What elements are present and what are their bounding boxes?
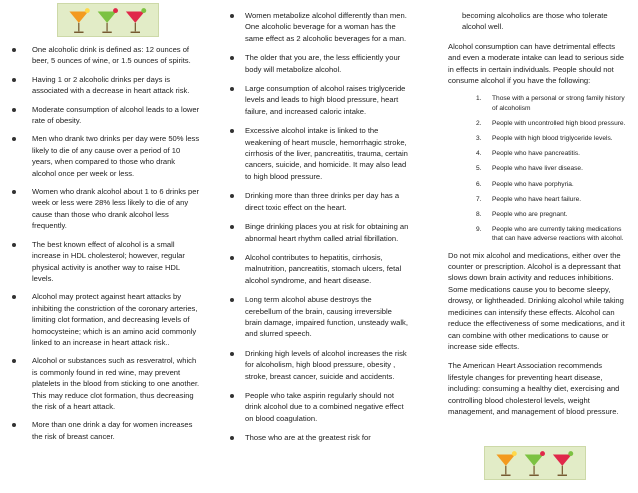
column-middle (229, 0, 409, 452)
list-item (448, 119, 626, 128)
list-item: Drinking high levels of alcohol increases the risk for alcoholism, high blood pressure, obesity , stroke, breast cancer, suicide and accidents. (229, 348, 409, 382)
list-number: 1. (476, 95, 482, 103)
list-item: One alcoholic drink is defined as: 12 ounces of beer, 5 ounces of wine, or 1.5 ounces of spirits. (10, 44, 200, 67)
list-item (448, 94, 626, 112)
list-text: Those with a personal or strong family history of alcoholism (492, 95, 625, 112)
list-text: People who have porphyria. (492, 180, 574, 188)
cocktail-glasses-icon (58, 4, 158, 36)
red-glass-icon (553, 451, 573, 475)
list-item (448, 210, 626, 219)
list-number: 5. (476, 165, 482, 173)
list-item: Binge drinking places you at risk for obtaining an abnormal heart rhythm called atrial fibrillation. (229, 221, 409, 244)
paragraph-medications: Do not mix alcohol and medications, either over the counter or prescription. Alcohol is a depressant that slows down brain activity and reduces inhibitions. Some medications cause you to become sleepy, drowsy, or lightheaded. Drinking alcohol while taking medicines can intensify these effects. Alcohol can reduce the effectiveness of some medications, and it can combine with other medications to cause or increase side effects. (448, 250, 625, 351)
list-number: 7. (476, 195, 482, 203)
list-item: Moderate consumption of alcohol leads to a lower rate of obesity. (10, 104, 200, 127)
list-item: Men who drank two drinks per day were 50% less likely to die of any cause over a period of 10 years, when compared to those who drank alcohol once per week or less. (10, 133, 200, 179)
list-item: Those who are at the greatest risk for (229, 432, 409, 443)
list-item: Long term alcohol abuse destroys the cerebellum of the brain, causing irreversible brain damage, impaired function, unsteady walk, and slurred speech. (229, 294, 409, 340)
cocktail-glasses-logo (57, 3, 159, 37)
benefits-list (10, 44, 200, 442)
list-item: Women who drank alcohol about 1 to 6 drinks per week or less were 28% less likely to die of any cause than those who drank alcohol less frequently. (10, 186, 200, 232)
cocktail-glasses-icon (485, 447, 585, 479)
list-item (448, 134, 626, 143)
list-text: People who are pregnant. (492, 211, 568, 219)
list-item (448, 164, 626, 173)
list-number: 9. (476, 226, 482, 234)
column-left (10, 0, 200, 449)
list-item: Drinking more than three drinks per day has a direct toxic effect on the heart. (229, 190, 409, 213)
list-text: People with uncontrolled high blood pressure. (492, 119, 626, 127)
list-text: People who have heart failure. (492, 195, 582, 203)
list-item: Alcohol contributes to hepatitis, cirrhosis, malnutrition, pancreatitis, stomach ulcers, fetal alcohol syndrome, and heart disease. (229, 252, 409, 286)
red-glass-icon (126, 8, 146, 32)
green-glass-icon (525, 451, 545, 475)
list-number: 2. (476, 119, 482, 127)
contraindications-list (448, 94, 626, 243)
list-number: 8. (476, 211, 482, 219)
list-item: More than one drink a day for women increases the risk of breast cancer. (10, 419, 200, 442)
continued-text: becoming alcoholics are those who tolerate alcohol well. (462, 11, 608, 32)
green-glass-icon (98, 8, 118, 32)
list-number: 4. (476, 150, 482, 158)
risks-list (229, 10, 409, 444)
list-number: 3. (476, 135, 482, 143)
list-item: Excessive alcohol intake is linked to the weakening of heart muscle, hemorrhagic stroke, cirrhosis of the liver, pancreatitis, trauma, certain cancers, suicide, and homicide. It may also lead to high blood pressure. (229, 125, 409, 182)
list-item: The older that you are, the less efficiently your body will metabolize alcohol. (229, 52, 409, 75)
orange-glass-icon (496, 451, 516, 475)
orange-glass-icon (69, 8, 89, 32)
column-right (448, 0, 626, 425)
cocktail-glasses-logo (484, 446, 586, 480)
paragraph-aha-recommendations: The American Heart Association recommends lifestyle changes for preventing heart disease, including: consuming a healthy diet, exercising and controlling blood cholesterol levels, weight management, and management of blood pressure. (448, 361, 620, 416)
list-text: People who have pancreatitis. (492, 150, 580, 158)
paragraph-detrimental-effects: Alcohol consumption can have detrimental effects and even a moderate intake can lead to serious side in effects in certain individuals. People should not consume alcohol if you have the following: (448, 41, 625, 86)
list-item: Large consumption of alcohol raises triglyceride levels and leads to high blood pressure, heart failure, and increased caloric intake. (229, 83, 409, 117)
list-item: Women metabolize alcohol differently than men. One alcoholic beverage for a woman has the same effect as 2 alcoholic beverages for a man. (229, 10, 409, 44)
list-item: People who take aspirin regularly should not drink alcohol due to a combined negative effect on blood coagulation. (229, 390, 409, 424)
list-item: Alcohol may protect against heart attacks by inhibiting the constriction of the coronary arteries, limiting clot formation, and decreasing levels of homocysteine; which is an amino acid commonly linked to an increase in heart attack risk.. (10, 291, 200, 348)
list-item (448, 225, 626, 243)
list-item (448, 149, 626, 158)
list-item (448, 195, 626, 204)
list-text: People with high blood triglyceride levels. (492, 135, 613, 143)
list-text: People who have liver disease. (492, 165, 583, 173)
list-item: Alcohol or substances such as resveratrol, which is commonly found in red wine, may prevent platelets in the blood from sticking to one another. This may reduce clot formation, thus decreasing the risk of a heart attack. (10, 355, 200, 412)
list-number: 6. (476, 180, 482, 188)
list-item (448, 180, 626, 189)
list-item: Having 1 or 2 alcoholic drinks per days is associated with a decrease in heart attack risk. (10, 74, 200, 97)
list-item: The best known effect of alcohol is a small increase in HDL cholesterol; however, regular physical activity is another way to raise HDL levels. (10, 239, 200, 285)
list-text: People who are currently taking medications that can have adverse reactions with alcohol. (492, 226, 624, 243)
